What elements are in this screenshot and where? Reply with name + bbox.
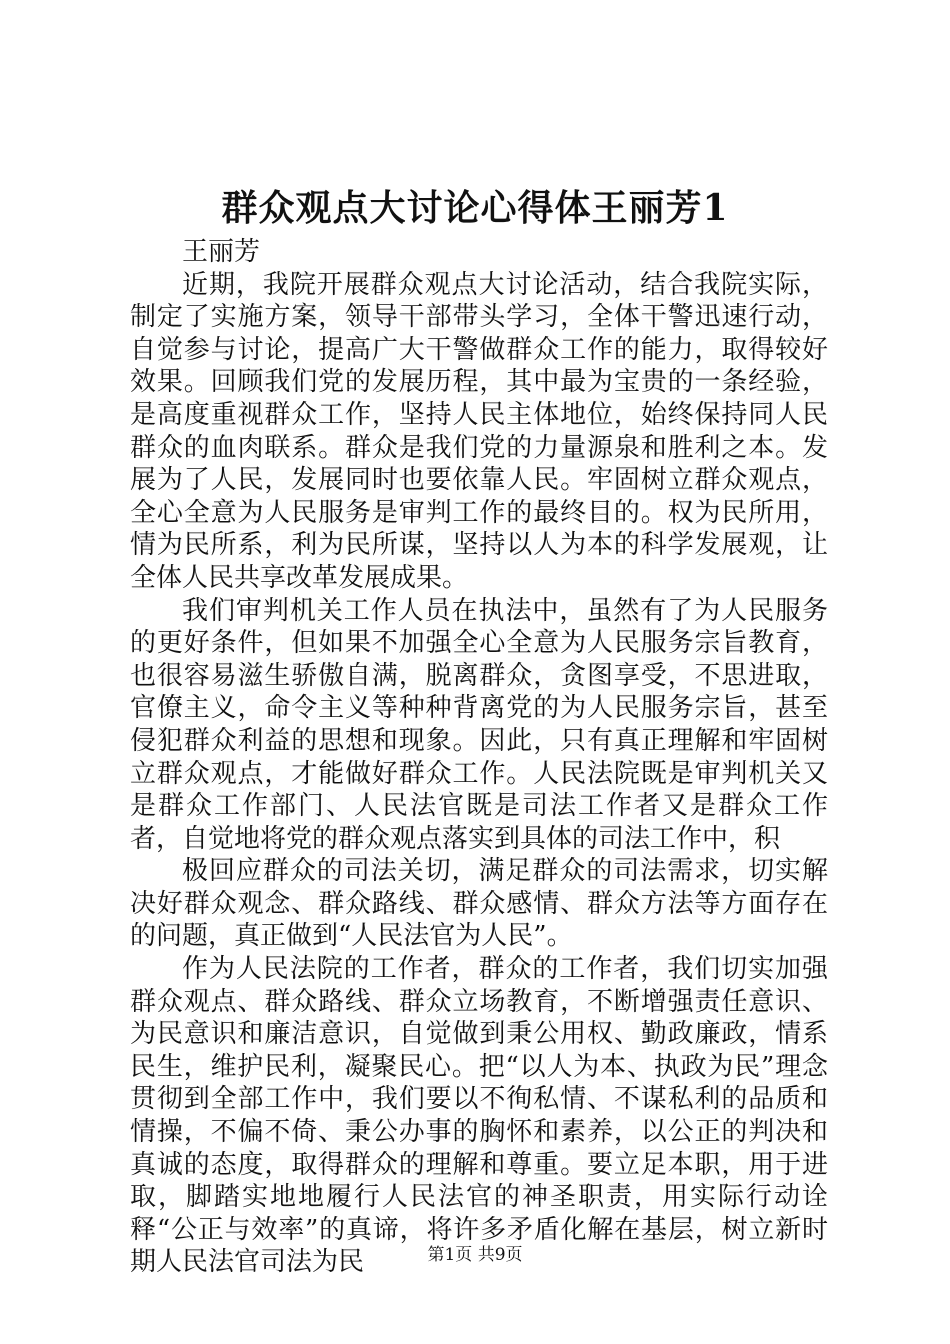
author-name: 王丽芳 [182,237,261,267]
paragraph-3: 极回应群众的司法关切，满足群众的司法需求，切实解决好群众观念、群众路线、群众感情、群众方法等方面存在的问题，真正做到“人民法官为人民”。 [130,856,828,952]
paragraph-1: 近期，我院开展群众观点大讨论活动，结合我院实际，制定了实施方案，领导干部带头学习，全体干警迅速行动，自觉参与讨论，提高广大干警做群众工作的能力，取得较好效果。回顾我们党的发展历程，其中最为宝贵的一条经验，是高度重视群众工作，坚持人民主体地位，始终保持同人民群众的血肉联系。群众是我们党的力量源泉和胜利之本。发展为了人民，发展同时也要依靠人民。牢固树立群众观点，全心全意为人民服务是审判工作的最终目的。权为民所用，情为民所系，利为民所谋，坚持以人为本的科学发展观，让全体人民共享改革发展成果。 [130,269,828,593]
page-number-footer: 第1页 共9页 [427,1245,523,1265]
document-body [130,236,828,1279]
document-title: 群众观点大讨论心得体王丽芳1 [221,187,729,229]
paragraph-4: 作为人民法院的工作者，群众的工作者，我们切实加强群众观点、群众路线、群众立场教育，不断增强责任意识、为民意识和廉洁意识，自觉做到秉公用权、勤政廉政，情系民生，维护民利，凝聚民心。把“以人为本、执政为民”理念贯彻到全部工作中，我们要以不徇私情、不谋私利的品质和情操，不偏不倚、秉公办事的胸怀和素养，以公正的判决和真诚的态度，取得群众的理解和尊重。要立足本职，用于进取，脚踏实地地履行人民法官的神圣职责，用实际行动诠释“公正与效率”的真谛，将许多矛盾化解在基层，树立新时期人民法官司法为民 [130,954,828,1278]
paragraph-2: 我们审判机关工作人员在执法中，虽然有了为人民服务的更好条件，但如果不加强全心全意为人民服务宗旨教育，也很容易滋生骄傲自满，脱离群众，贪图享受，不思进取，官僚主义，命令主义等种种背离党的为人民服务宗旨，甚至侵犯群众利益的思想和现象。因此，只有真正理解和牢固树立群众观点，才能做好群众工作。人民法院既是审判机关又是群众工作部门、人民法官既是司法工作者又是群众工作者，自觉地将党的群众观点落实到具体的司法工作中，积 [130,595,828,854]
